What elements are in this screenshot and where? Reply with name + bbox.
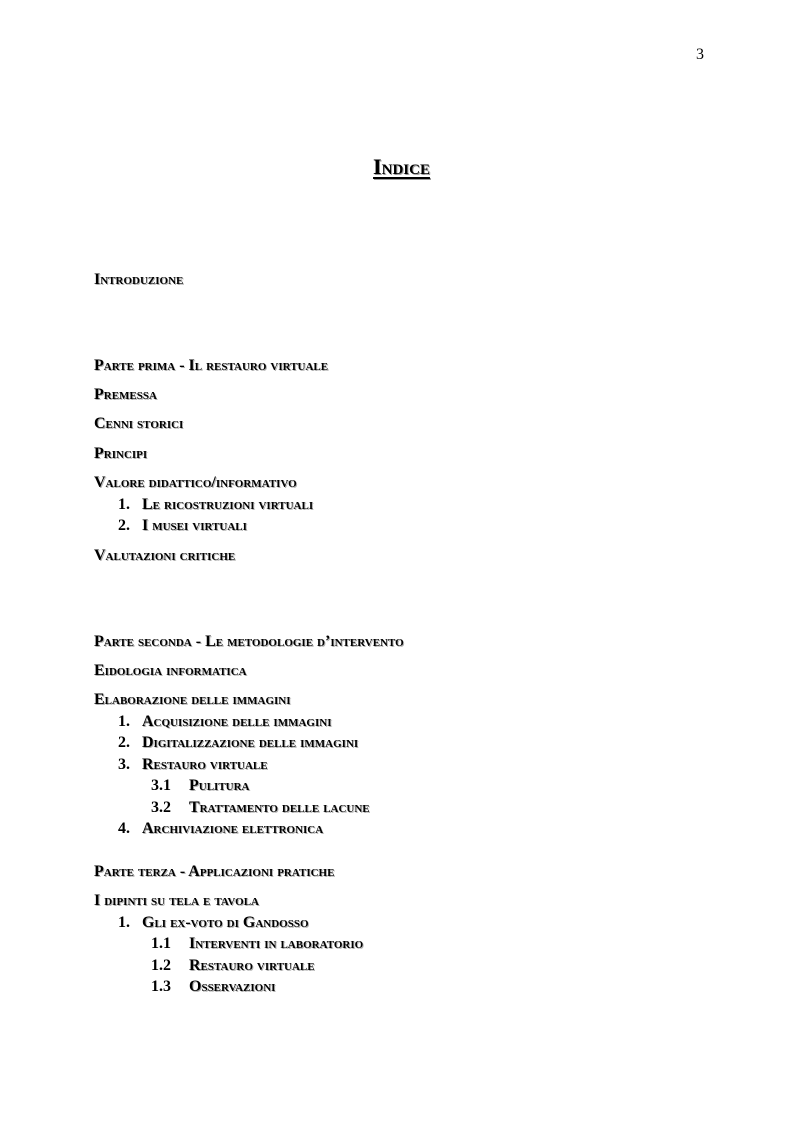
toc-entry-number: 1. <box>118 713 130 730</box>
toc-subentry-acquisizione[interactable] <box>118 713 331 731</box>
toc-subentry-musei[interactable] <box>118 517 247 535</box>
toc-entry-introduzione[interactable] <box>94 271 183 289</box>
toc-entry-label: Restauro virtuale <box>189 957 315 974</box>
toc-entry-label: Introduzione <box>94 271 184 288</box>
toc-entry-number: 3. <box>118 756 130 773</box>
toc-entry-cenni-storici[interactable] <box>94 415 183 433</box>
toc-entry-number: 2. <box>118 517 130 534</box>
toc-entry-label: Elaborazione delle immagini <box>94 691 291 708</box>
toc-entry-label: Premessa <box>94 386 157 403</box>
toc-entry-label: Parte prima - Il restauro virtuale <box>94 357 329 374</box>
toc-entry-label: Le ricostruzioni virtuali <box>142 496 314 513</box>
toc-entry-premessa[interactable] <box>94 386 157 404</box>
toc-part-one[interactable] <box>94 357 328 375</box>
toc-entry-number: 4. <box>118 820 130 837</box>
toc-entry-label: Acquisizione delle immagini <box>142 713 332 730</box>
toc-entry-label: Eidologia informatica <box>94 662 247 679</box>
toc-subsubentry-osservazioni[interactable] <box>151 978 275 996</box>
toc-entry-number: 2. <box>118 734 130 751</box>
toc-entry-eidologia[interactable] <box>94 662 247 680</box>
toc-entry-number: 3.2 <box>151 799 171 816</box>
toc-entry-number: 1.2 <box>151 957 171 974</box>
toc-part-three[interactable] <box>94 863 334 881</box>
toc-entry-label: Valutazioni critiche <box>94 547 236 564</box>
page-title: Indice <box>373 154 430 179</box>
toc-subentry-archiviazione[interactable] <box>118 820 323 838</box>
toc-entry-label: Cenni storici <box>94 415 184 432</box>
toc-entry-number: 1. <box>118 496 130 513</box>
toc-entry-number: 1. <box>118 914 130 931</box>
toc-entry-label: Osservazioni <box>189 978 276 995</box>
toc-entry-label: Trattamento delle lacune <box>189 799 370 816</box>
toc-entry-label: I dipinti su tela e tavola <box>94 892 259 909</box>
toc-entry-label: Valore didattico/informativo <box>94 474 297 491</box>
toc-entry-valore-didattico[interactable] <box>94 474 297 492</box>
toc-entry-elaborazione[interactable] <box>94 691 291 709</box>
toc-entry-number: 1.1 <box>151 935 171 952</box>
toc-entry-dipinti[interactable] <box>94 892 259 910</box>
toc-entry-label: Archiviazione elettronica <box>142 820 324 837</box>
toc-subentry-ex-voto[interactable] <box>118 914 309 932</box>
toc-entry-valutazioni-critiche[interactable] <box>94 547 235 565</box>
toc-subsubentry-interventi[interactable] <box>151 935 363 953</box>
toc-entry-label: Principi <box>94 445 148 462</box>
toc-subentry-ricostruzioni[interactable] <box>118 496 313 514</box>
toc-subentry-restauro-virtuale[interactable] <box>118 756 268 774</box>
toc-subsubentry-restauro[interactable] <box>151 957 315 975</box>
toc-entry-label: I musei virtuali <box>142 517 247 534</box>
toc-entry-label: Parte terza - Applicazioni pratiche <box>94 863 335 880</box>
page-number: 3 <box>696 46 704 63</box>
toc-entry-principi[interactable] <box>94 445 147 463</box>
toc-entry-number: 3.1 <box>151 777 171 794</box>
toc-subsubentry-pulitura[interactable] <box>151 777 250 795</box>
toc-entry-number: 1.3 <box>151 978 171 995</box>
toc-entry-label: Interventi in laboratorio <box>189 935 364 952</box>
toc-entry-label: Digitalizzazione delle immagini <box>142 734 359 751</box>
toc-entry-label: Gli ex-voto di Gandosso <box>142 914 309 931</box>
toc-subsubentry-lacune[interactable] <box>151 799 370 817</box>
toc-entry-label: Restauro virtuale <box>142 756 268 773</box>
toc-entry-label: Parte seconda - Le metodologie d’intervento <box>94 633 404 650</box>
toc-part-two[interactable] <box>94 633 404 651</box>
toc-subentry-digitalizzazione[interactable] <box>118 734 358 752</box>
toc-entry-label: Pulitura <box>189 777 250 794</box>
